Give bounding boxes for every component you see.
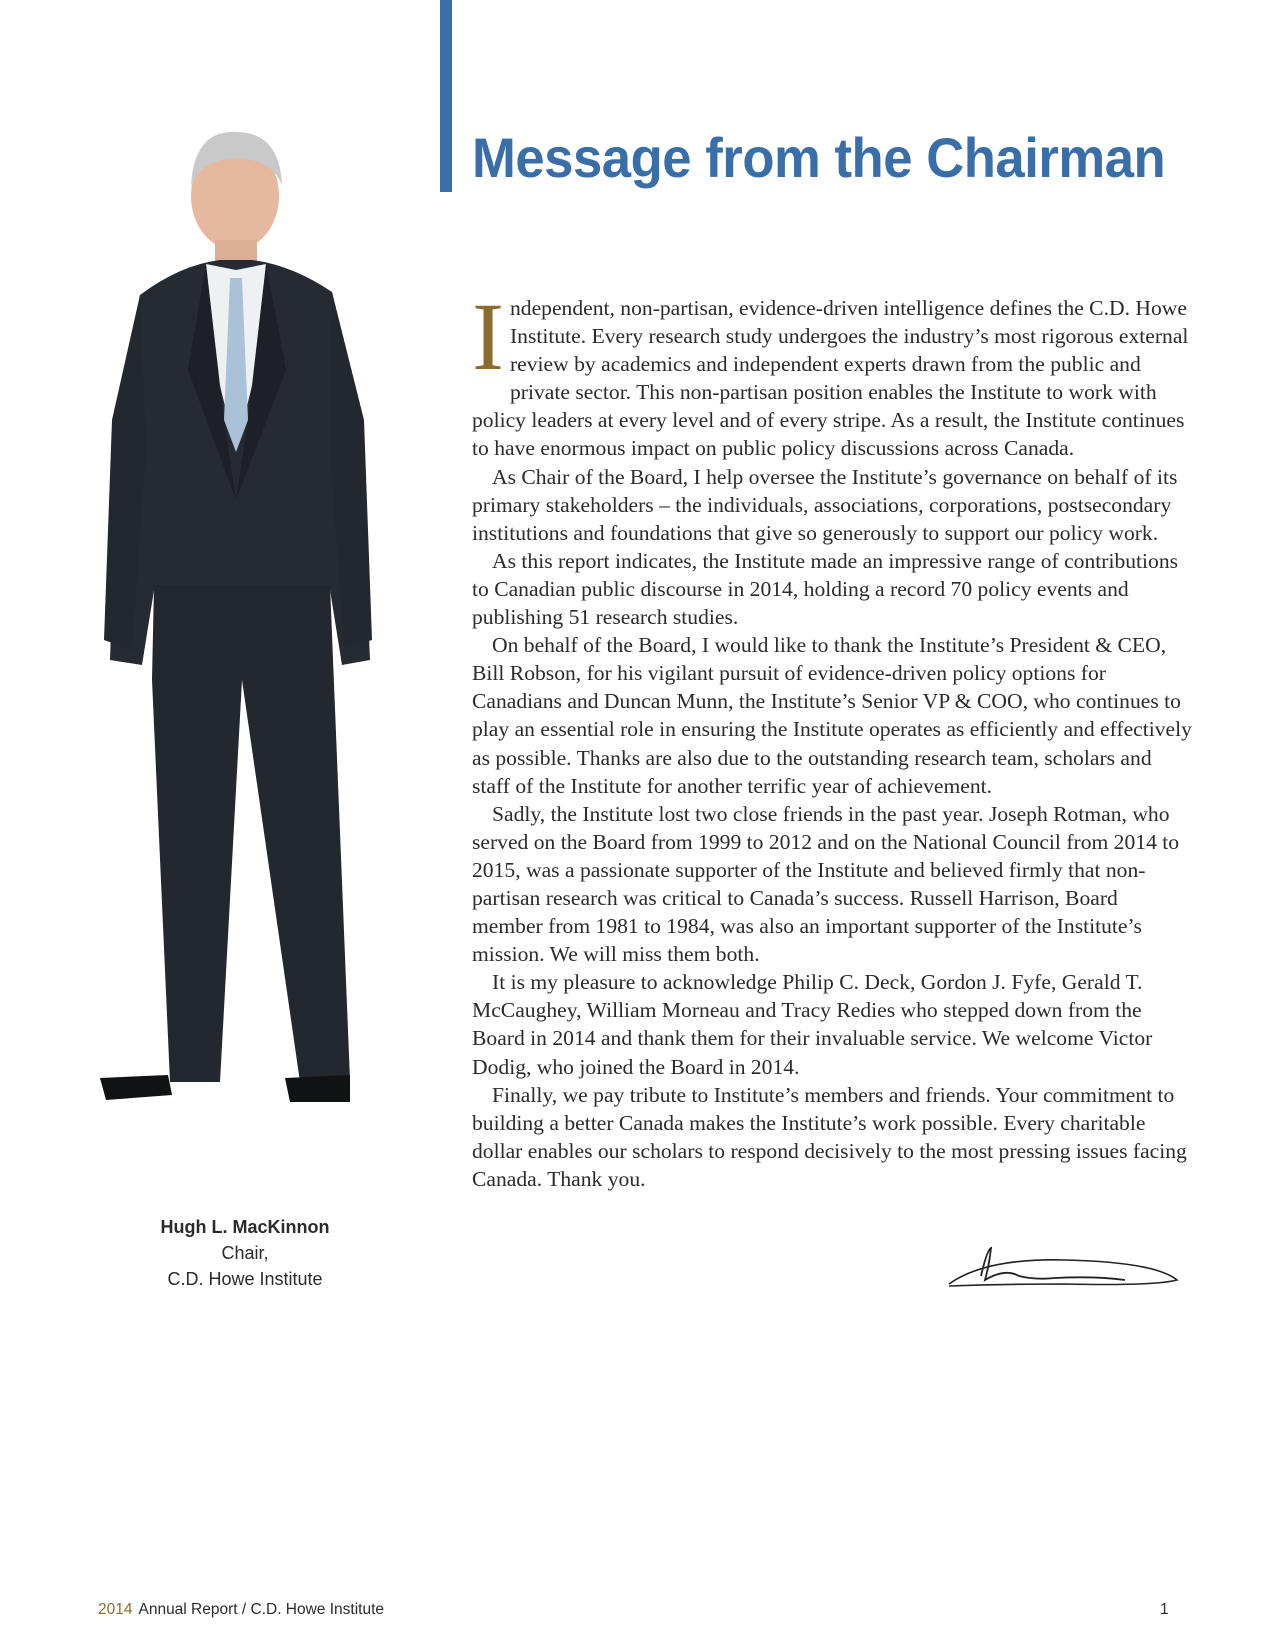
caption-name: Hugh L. MacKinnon [160, 1217, 330, 1237]
chairman-signature [945, 1246, 1185, 1294]
paragraph [472, 283, 1192, 463]
chairman-portrait [60, 120, 430, 1185]
paragraph: On behalf of the Board, I would like to thank the Institute’s President & CEO, Bill Robson, for his vigilant pursuit of evidence-driven policy options for Canadians and Duncan Munn, the Institute’s Senior VP & COO, who continues to play an essential role in ensuring the Institute operates as efficiently and effectively as possible. Thanks are also due to the outstanding research team, scholars and staff of the Institute for another terrific year of achievement. [472, 633, 1192, 798]
footer-year: 2014 [98, 1601, 133, 1618]
footer-publication [98, 1601, 384, 1619]
caption-role: Chair, [221, 1243, 269, 1263]
page-title: Message from the Chairman [472, 126, 1166, 189]
title-accent-bar [440, 0, 452, 192]
drop-cap: I [472, 283, 504, 390]
portrait-caption [115, 1214, 375, 1292]
paragraph: It is my pleasure to acknowledge Philip C. Deck, Gordon J. Fyfe, Gerald T. McCaughey, William Morneau and Tracy Redies who stepped down from the Board in 2014 and thank them for their invaluable service. We welcome Victor Dodig, who joined the Board in 2014. [472, 970, 1153, 1079]
paragraph: As Chair of the Board, I help oversee the Institute’s governance on behalf of its primary stakeholders – the individuals, associations, corporations, postsecondary institutions and foundations that give so generously to support our policy work. [472, 464, 1178, 545]
message-body [472, 283, 1192, 1193]
paragraph: As this report indicates, the Institute made an impressive range of contributions to Canadian public discourse in 2014, holding a record 70 policy events and publishing 51 research studies. [472, 548, 1179, 630]
footer-label: Annual Report / C.D. Howe Institute [138, 1601, 385, 1618]
page-number: 1 [1160, 1601, 1169, 1618]
caption-org: C.D. Howe Institute [167, 1269, 323, 1289]
paragraph: Sadly, the Institute lost two close friends in the past year. Joseph Rotman, who served on the Board from 1999 to 2012 and on the National Council from 2014 to 2015, was a passionate supporter of the Institute and believed firmly that non-partisan research was critical to Canada’s success. Russell Harrison, Board member from 1981 to 1984, was also an important supporter of the Institute’s mission. We will miss them both. [472, 801, 1180, 967]
paragraph-text: ndependent, non-partisan, evidence-driven intelligence defines the C.D. Howe Institute. Every research study undergoes the industry’s most rigorous external review by academics and independent experts drawn from the public and private sector. This non-partisan position enables the Institute to work with policy leaders at every level and of every stripe. As a result, the Institute continues to have enormous impact on public policy discussions across Canada. [472, 296, 1189, 461]
paragraph: Finally, we pay tribute to Institute’s members and friends. Your commitment to building a better Canada makes the Institute’s work possible. Every charitable dollar enables our scholars to respond decisively to the most pressing issues facing Canada. Thank you. [472, 1082, 1187, 1191]
